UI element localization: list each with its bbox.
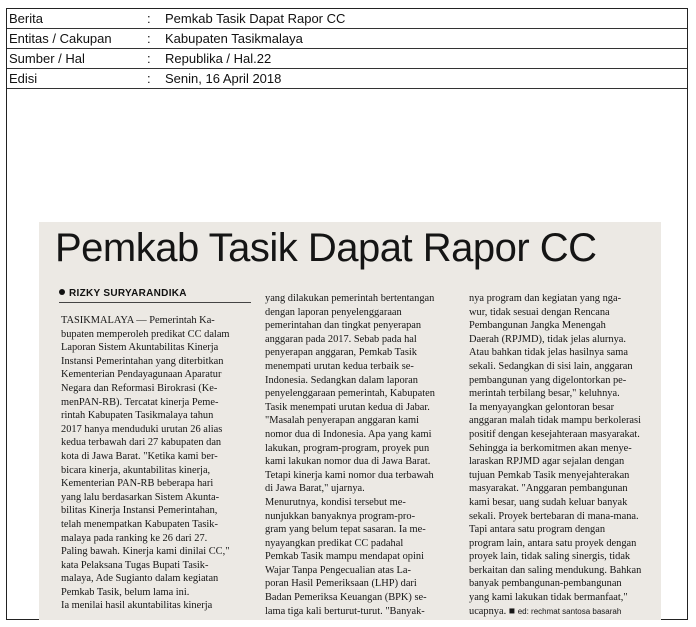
article-column-1 [61, 314, 261, 613]
article-line: tujuan Pemkab Tasik menyejahterakan [469, 469, 630, 481]
article-line: Tasik menempati urutan kedua di Jabar. [265, 401, 430, 413]
article-line: yang dilakukan pemerintah bertentangan [265, 293, 435, 304]
meta-row-entitas [7, 29, 687, 49]
article-line: bupaten memperoleh predikat CC dalam [61, 328, 230, 340]
byline-text: RIZKY SURYARANDIKA [69, 288, 187, 299]
meta-value: Republika / Hal.22 [165, 51, 272, 66]
editor-credit: ed: rechmat santosa basarah [517, 606, 622, 616]
article-line: nya program dan kegiatan yang nga- [469, 293, 622, 304]
article-line: laraskan RPJMD agar sejalan dengan [469, 456, 625, 468]
meta-row-berita [7, 9, 687, 29]
meta-label: Sumber / Hal [9, 51, 85, 66]
article-line: Pembangunan Jangka Menengah [469, 320, 606, 332]
article-line: masyarakat. "Anggaran pembangunan [469, 483, 628, 495]
article-line: banyak pembangunan-pembangunan [469, 578, 622, 590]
article-line: Pemkab Tasik mampu mendapat opini [265, 551, 424, 563]
article-line: Wajar Tanpa Pengecualian atas La- [265, 564, 411, 576]
article-line: proyek lain, tidak saling sinergis, tidak [469, 551, 631, 563]
article-line: program lain, antara satu proyek dengan [469, 537, 637, 549]
article-line: "Masalah penyerapan anggaran kami [265, 415, 419, 427]
article-line: TASIKMALAYA — Pemerintah Ka- [61, 315, 215, 326]
byline-rule [59, 302, 251, 303]
article-line: dengan laporan penyelenggaraan [265, 306, 402, 318]
meta-row-edisi [7, 69, 687, 89]
article-line: Daerah (RPJMD), tidak jelas alurnya. [469, 333, 626, 345]
newspaper-clipping [39, 222, 661, 620]
article-line: Paling bawah. Kinerja kami dinilai CC," [61, 546, 230, 558]
article-line: pemerintahan dan tingkat penyerapan [265, 320, 422, 332]
bullet-icon [59, 289, 65, 295]
article-line: Ia menyayangkan gelontoran besar [469, 401, 615, 413]
article-line: merintah terbilang besar," keluhnya. [469, 388, 620, 400]
article-line: malaya pada ranking ke 26 dari 27. [61, 532, 208, 544]
meta-colon: : [147, 71, 151, 86]
article-line: wur, tidak sesuai dengan Rencana [469, 306, 610, 318]
article-line: Tapi antara satu program dengan [469, 524, 606, 536]
article-line: Menurutnya, kondisi tersebut me- [265, 496, 406, 508]
article-line: rintah Kabupaten Tasikmalaya tahun [61, 410, 214, 422]
article-line: lakukan, program-program, proyek pun [265, 442, 430, 454]
article-line: kata Pelaksana Tugas Bupati Tasik- [61, 559, 209, 571]
article-line: menPAN-RB). Tercatat kinerja Peme- [61, 396, 219, 408]
article-column-2 [265, 292, 465, 618]
article-line: Laporan Sistem Akuntabilitas Kinerja [61, 342, 219, 354]
article-column-3 [469, 292, 661, 618]
article-line: poran Hasil Pemeriksaan (LHP) dari [265, 578, 417, 590]
article-line: telah menempatkan Kabupaten Tasik- [61, 518, 218, 530]
article-line: Badan Pemeriksa Keuangan (BPK) se- [265, 592, 427, 604]
article-byline [59, 288, 187, 299]
article-line: bilitas Kinerja Instansi Pemerintahan, [61, 505, 218, 517]
article-line: nomor dua di Indonesia. Apa yang kami [265, 428, 432, 440]
meta-label: Edisi [9, 71, 38, 86]
meta-colon: : [147, 51, 151, 66]
article-line: kota di Jawa Barat. "Ketika kami ber- [61, 450, 218, 462]
article-line: gram yang belum tepat sasaran. Ia me- [265, 524, 426, 536]
article-line: yang kami lakukan tidak bermanfaat," [469, 592, 628, 604]
article-line: Kementerian Pendayagunaan Aparatur [61, 369, 222, 381]
article-line: lama tiga kali berturut-turut. "Banyak- [265, 605, 425, 617]
article-line: berkaitan dan saling mendukung. Bahkan [469, 564, 642, 576]
article-line: Pemkab Tasik, belum lama ini. [61, 586, 190, 598]
article-line: malaya, Ade Sugianto dalam kegiatan [61, 573, 219, 585]
article-line: ucapnya. ■ ed: rechmat santosa basarah [469, 605, 622, 617]
article-line: Indonesia. Sedangkan dalam laporan [265, 374, 418, 386]
article-line: nyayangkan predikat CC padahal [265, 537, 404, 549]
article-line: kami besar, uang sudah keluar banyak [469, 496, 628, 508]
article-line: nunjukkan banyaknya program-pro- [265, 510, 416, 522]
article-line: menempati urutan kedua terbaik se- [265, 360, 414, 372]
article-line: bicara kinerja, akuntabilitas kinerja, [61, 464, 211, 476]
article-line: pembangunan yang digelontorkan pe- [469, 374, 627, 386]
article-line: Sehingga ia berkomitmen akan menye- [469, 442, 632, 454]
article-line: kami lakukan nomor dua di Jawa Barat. [265, 456, 431, 468]
meta-value: Pemkab Tasik Dapat Rapor CC [165, 11, 346, 26]
article-line: Tetapi kinerja kami nomor dua terbawah [265, 469, 434, 481]
article-line: penyerapan anggaran, Pemkab Tasik [265, 347, 417, 359]
article-line: di Jawa Barat," ujarnya. [265, 483, 365, 495]
meta-value: Kabupaten Tasikmalaya [165, 31, 303, 46]
clipping-frame [6, 8, 688, 620]
article-line: Kementerian PAN-RB beberapa hari [61, 478, 214, 490]
article-line: anggaran malah tidak mampu berkolerasi [469, 415, 641, 427]
article-headline: Pemkab Tasik Dapat Rapor CC [55, 226, 597, 270]
article-line: Instansi Pemerintahan yang diterbitkan [61, 355, 224, 367]
article-line: kedua terbawah dari 27 kabupaten dan [61, 437, 222, 449]
article-line: sekali. Proyek bertebaran di mana-mana. [469, 510, 639, 522]
article-line: sekali. Sedangkan di sisi lain, anggaran [469, 360, 633, 372]
meta-row-sumber [7, 49, 687, 69]
article-line: Atau bahkan tidak jelas hasilnya sama [469, 347, 628, 359]
meta-colon: : [147, 11, 151, 26]
article-line: positif dengan kesejahteraan masyarakat. [469, 428, 640, 440]
article-line: penyelenggaraan pemerintah, Kabupaten [265, 388, 435, 400]
article-line: Ia menilai hasil akuntabilitas kinerja [61, 600, 213, 612]
article-line: anggaran pada 2017. Sebab pada hal [265, 333, 417, 345]
meta-colon: : [147, 31, 151, 46]
article-line: 2017 hanya menduduki urutan 26 alias [61, 423, 223, 435]
meta-label: Entitas / Cakupan [9, 31, 112, 46]
meta-label: Berita [9, 11, 43, 26]
article-line: Negara dan Reformasi Birokrasi (Ke- [61, 382, 218, 394]
article-line: yang lalu berdasarkan Sistem Akunta- [61, 491, 220, 503]
meta-value: Senin, 16 April 2018 [165, 71, 282, 86]
